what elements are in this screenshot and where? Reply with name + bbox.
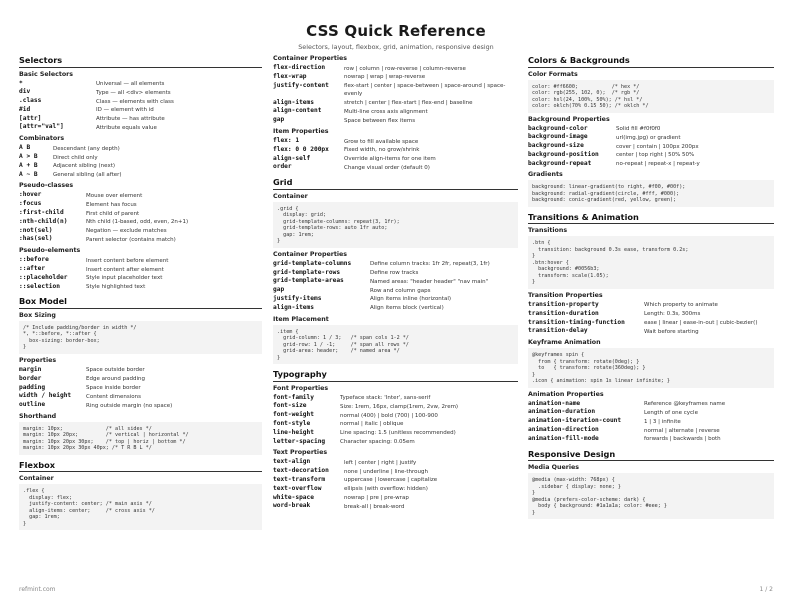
subsection-title: Container — [273, 192, 308, 200]
reference-row — [19, 171, 262, 180]
reference-row — [19, 106, 262, 115]
code-block: @keyframes spin { from { transform: rotate(0deg); } to { transform: rotate(360deg); } } .icon { animation: spin 1s linear infinite; } — [528, 348, 774, 388]
code-block: @media (max-width: 768px) { .sidebar { display: none; } } @media (prefers-color-scheme: dark) { body { background: #1a1a1a; color: #eee; } } — [528, 473, 774, 519]
reference-row — [528, 142, 774, 151]
section-title: Selectors — [19, 55, 262, 68]
property-code: justify-items — [273, 294, 322, 302]
reference-row — [273, 286, 518, 295]
property-description: ease | linear | ease-in-out | cubic-bezier() — [644, 320, 758, 327]
reference-row — [273, 64, 518, 73]
reference-row — [19, 227, 262, 236]
property-code: align-items — [273, 98, 314, 106]
property-description: Nth child (1-based, odd, even, 2n+1) — [86, 219, 189, 226]
property-description: Insert content before element — [86, 257, 169, 264]
reference-table — [19, 144, 262, 179]
reference-row — [273, 494, 518, 503]
property-description: Direct child only — [53, 154, 98, 161]
property-description: Ring outside margin (no space) — [86, 402, 173, 409]
property-code: letter-spacing — [273, 437, 326, 445]
property-code: animation-name — [528, 399, 581, 407]
reference-table — [273, 137, 518, 172]
property-description: Attribute — has attribute — [96, 116, 165, 123]
reference-table — [528, 125, 774, 169]
property-code: :hover — [19, 191, 42, 199]
reference-row — [273, 277, 518, 286]
property-description: Align items inline (horizontal) — [370, 296, 451, 303]
property-code: background-size — [528, 142, 584, 150]
reference-row — [273, 485, 518, 494]
property-description: Grow to fill available space — [344, 138, 419, 145]
reference-row — [273, 116, 518, 125]
property-code: flex: 0 0 200px — [273, 145, 329, 153]
property-description: Universal — all elements — [96, 81, 165, 87]
section-title: Grid — [273, 177, 518, 190]
reference-row — [528, 133, 774, 142]
property-code: transition-duration — [528, 309, 599, 317]
property-description: Space between flex items — [344, 117, 416, 124]
property-code: animation-direction — [528, 426, 599, 434]
reference-row — [19, 256, 262, 265]
reference-row — [273, 420, 518, 429]
section-typography — [273, 369, 518, 511]
reference-row — [19, 401, 262, 410]
property-code: flex-direction — [273, 64, 326, 71]
reference-table — [528, 400, 774, 444]
reference-row — [528, 417, 774, 426]
property-description: Style highlighted text — [86, 284, 146, 291]
code-block: .item { grid-column: 1 / 3; /* span cols 1-2 */ grid-row: 1 / -1; /* span all rows */ grid-area: header; /* named area */ } — [273, 325, 518, 365]
property-code: :focus — [19, 200, 42, 208]
reference-row — [528, 426, 774, 435]
reference-table — [19, 366, 262, 410]
property-code: A ~ B — [19, 170, 38, 178]
property-description: Space outside border — [86, 367, 145, 374]
property-code: grid-template-areas — [273, 277, 344, 285]
footer-site: refmint.com — [19, 586, 56, 593]
subsection-title: Properties — [19, 356, 57, 364]
property-description: 1 | 3 | infinite — [644, 418, 681, 425]
property-code: A > B — [19, 153, 38, 161]
subsection-title: Keyframe Animation — [528, 339, 601, 347]
property-code: ::after — [19, 265, 46, 273]
property-description: center | top right | 50% 50% — [616, 152, 695, 159]
code-block: .btn { transition: background 0.3s ease, transform 0.2s; } .btn:hover { background: #0056b3; transform: scale(1.05); } — [528, 236, 774, 289]
property-description: forwards | backwards | both — [644, 436, 721, 443]
property-description: First child of parent — [86, 210, 140, 217]
property-code: word-break — [273, 502, 311, 510]
property-code: A + B — [19, 161, 38, 169]
reference-row — [273, 137, 518, 146]
reference-row — [19, 375, 262, 384]
code-block: .grid { display: grid; grid-template-columns: repeat(3, 1fr); grid-template-rows: auto 1fr auto; gap: 1rem; } — [273, 202, 518, 248]
code-block: margin: 10px; /* all sides */ margin: 10px 20px; /* vertical | horizontal */ margin: 10px 20px 30px; /* top | horiz | bottom */ margin: 10px 20px 30px 40px; /* T R B L */ — [19, 422, 262, 455]
reference-table — [273, 458, 518, 511]
reference-row — [19, 209, 262, 218]
property-description: Descendant (any depth) — [53, 145, 120, 152]
property-code: font-style — [273, 419, 311, 427]
property-code: background-color — [528, 124, 588, 132]
reference-row — [273, 467, 518, 476]
section-title: Box Model — [19, 296, 262, 309]
property-code: flex: 1 — [273, 137, 300, 145]
property-code: background-image — [528, 133, 588, 141]
reference-row — [528, 408, 774, 417]
property-code: transition-delay — [528, 327, 588, 335]
reference-table — [19, 80, 262, 133]
subsection-title: Item Placement — [273, 315, 329, 323]
property-description: none | underline | line-through — [344, 468, 428, 475]
reference-row — [273, 402, 518, 411]
subsection-title: Combinators — [19, 135, 65, 143]
property-description: Align items block (vertical) — [370, 305, 444, 312]
subsection-title: Background Properties — [528, 115, 610, 123]
section-title: Transitions & Animation — [528, 212, 774, 225]
property-code: border — [19, 374, 42, 382]
reference-row — [19, 366, 262, 375]
reference-row — [273, 394, 518, 403]
reference-table — [273, 394, 518, 447]
property-code: font-weight — [273, 411, 314, 419]
property-description: ID — element with id — [96, 107, 154, 114]
subsection-title: Transitions — [528, 227, 568, 235]
property-code: grid-template-rows — [273, 268, 341, 276]
subsection-title: Basic Selectors — [19, 70, 74, 78]
property-code: background-position — [528, 150, 599, 158]
property-description: Multi-line cross axis alignment — [344, 108, 428, 115]
property-description: Length of one cycle — [644, 409, 698, 416]
property-code: ::placeholder — [19, 273, 68, 281]
property-description: Style input placeholder text — [86, 275, 163, 282]
property-code: :not(sel) — [19, 226, 53, 234]
reference-row — [273, 438, 518, 447]
property-code: ::before — [19, 256, 49, 264]
property-code: font-size — [273, 402, 307, 410]
section-grid — [273, 177, 518, 364]
property-code: padding — [19, 383, 46, 391]
property-code: grid-template-columns — [273, 259, 352, 267]
section-title: Responsive Design — [528, 449, 774, 462]
page-subtitle: Selectors, layout, flexbox, grid, animation, responsive design — [298, 43, 494, 51]
property-description: url(img.jpg) or gradient — [616, 134, 681, 141]
property-code: :nth-child(n) — [19, 217, 68, 225]
code-block: .flex { display: flex; justify-content: center; /* main axis */ align-items: center; /* cross axis */ gap: 1rem; } — [19, 484, 262, 530]
property-code: align-self — [273, 154, 311, 162]
section-flex-continued — [273, 55, 518, 172]
reference-row — [19, 144, 262, 153]
property-code: div — [19, 88, 31, 96]
reference-table — [528, 301, 774, 336]
property-code: text-decoration — [273, 467, 329, 475]
reference-row — [273, 304, 518, 313]
property-code: align-content — [273, 107, 322, 115]
property-description: Typeface stack: 'Inter', sans-serif — [340, 395, 431, 402]
property-code: animation-duration — [528, 408, 596, 416]
property-description: Content dimensions — [86, 393, 141, 400]
property-description: nowrap | pre | pre-wrap — [344, 495, 409, 502]
property-description: no-repeat | repeat-x | repeat-y — [616, 161, 700, 168]
reference-row — [528, 327, 774, 336]
reference-row — [19, 235, 262, 244]
property-code: order — [273, 163, 292, 171]
property-description: left | center | right | justify — [344, 459, 417, 466]
property-code: .class — [19, 97, 42, 105]
property-code: [attr="val"] — [19, 123, 64, 131]
subsection-title: Media Queries — [528, 464, 580, 472]
code-block: color: #ff6600; /* hex */ color: rgb(255, 102, 0); /* rgb */ color: hsl(24, 100%, 50%); /* hsl */ color: oklch(70% 0.15 50); /* oklch */ — [528, 80, 774, 113]
property-code: white-space — [273, 493, 314, 501]
property-code: gap — [273, 116, 285, 124]
subsection-title: Container — [19, 475, 54, 483]
subsection-title: Text Properties — [273, 449, 328, 457]
subsection-title: Font Properties — [273, 384, 329, 392]
reference-table — [19, 256, 262, 291]
property-description: Edge around padding — [86, 376, 146, 383]
reference-row — [273, 146, 518, 155]
property-description: Class — elements with class — [96, 98, 174, 105]
property-description: Length: 0.3s, 300ms — [644, 311, 701, 318]
reference-table — [19, 191, 262, 244]
property-description: Element has focus — [86, 201, 137, 208]
reference-row — [273, 476, 518, 485]
property-description: Adjacent sibling (next) — [53, 163, 115, 170]
reference-row — [528, 160, 774, 169]
property-code: transition-timing-function — [528, 318, 625, 326]
property-description: nowrap | wrap | wrap-reverse — [344, 74, 426, 81]
property-description: Type — all <div> elements — [96, 89, 171, 96]
property-code: #id — [19, 105, 31, 113]
reference-row — [273, 155, 518, 164]
subsection-title: Container Properties — [273, 55, 348, 62]
property-code: align-items — [273, 303, 314, 311]
code-block: /* Include padding/border in width */ *, *::before, *::after { box-sizing: border-box; } — [19, 321, 262, 354]
reference-row — [19, 115, 262, 124]
property-description: stretch | center | flex-start | flex-end | baseline — [344, 100, 473, 107]
section-title: Flexbox — [19, 460, 262, 473]
reference-row — [273, 429, 518, 438]
reference-row — [273, 73, 518, 82]
footer-page-number: 1 / 2 — [759, 586, 773, 593]
reference-row — [19, 88, 262, 97]
property-description: Mouse over element — [86, 192, 143, 199]
property-code: transition-property — [528, 300, 599, 308]
property-description: cover | contain | 100px 200px — [616, 143, 699, 150]
reference-row — [528, 310, 774, 319]
reference-row — [19, 191, 262, 200]
subsection-title: Container Properties — [273, 250, 348, 258]
property-code: * — [19, 79, 23, 87]
property-description: Which property to animate — [644, 302, 718, 309]
property-description: Override align-items for one item — [344, 156, 436, 163]
property-code: :has(sel) — [19, 235, 53, 243]
section-colors — [528, 55, 774, 207]
property-description: normal | alternate | reverse — [644, 427, 720, 434]
property-description: flex-start | center | space-between | space-around | space-evenly — [344, 83, 506, 98]
property-description: Negation — exclude matches — [86, 228, 167, 235]
reference-row — [273, 82, 518, 99]
reference-row — [19, 162, 262, 171]
reference-row — [273, 295, 518, 304]
property-code: animation-iteration-count — [528, 417, 622, 425]
property-description: Space inside border — [86, 385, 141, 392]
property-description: Define column tracks: 1fr 2fr, repeat(3, 1fr) — [370, 261, 490, 268]
reference-row — [528, 125, 774, 134]
subsection-title: Box Sizing — [19, 311, 56, 319]
subsection-title: Animation Properties — [528, 390, 604, 398]
property-code: [attr] — [19, 114, 42, 122]
section-title: Typography — [273, 369, 518, 382]
page-title: CSS Quick Reference — [306, 22, 486, 40]
property-code: text-overflow — [273, 484, 322, 492]
subsection-title: Transition Properties — [528, 291, 603, 299]
property-description: Character spacing: 0.05em — [340, 439, 415, 446]
property-description: Define row tracks — [370, 270, 419, 277]
property-code: ::selection — [19, 282, 60, 290]
reference-row — [19, 200, 262, 209]
reference-row — [273, 260, 518, 269]
property-description: Solid fill #f0f0f0 — [616, 126, 661, 132]
reference-row — [19, 265, 262, 274]
reference-row — [528, 151, 774, 160]
property-code: A B — [19, 144, 31, 152]
property-code: text-align — [273, 458, 311, 466]
property-code: animation-fill-mode — [528, 434, 599, 442]
property-description: Attribute equals value — [96, 124, 157, 131]
property-description: uppercase | lowercase | capitalize — [344, 477, 438, 484]
property-code: width / height — [19, 392, 72, 400]
subsection-title: Item Properties — [273, 128, 329, 136]
reference-row — [19, 153, 262, 162]
property-description: row | column | row-reverse | column-reverse — [344, 65, 466, 72]
section-selectors — [19, 55, 262, 291]
property-description: normal | italic | oblique — [340, 421, 404, 428]
reference-row — [19, 80, 262, 89]
property-code: font-family — [273, 393, 314, 401]
property-description: Row and column gaps — [370, 287, 431, 294]
section-transitions — [528, 212, 774, 444]
reference-row — [273, 107, 518, 116]
reference-table — [273, 64, 518, 125]
reference-row — [19, 274, 262, 283]
property-code: text-transform — [273, 475, 326, 483]
code-block: background: linear-gradient(to right, #f00, #00f); background: radial-gradient(circle, #fff, #000); background: conic-gradient(red, yellow, green); — [528, 180, 774, 207]
column-2 — [273, 55, 518, 511]
column-1 — [19, 55, 262, 531]
subsection-title: Color Formats — [528, 70, 578, 78]
property-code: line-height — [273, 428, 314, 436]
reference-row — [273, 411, 518, 420]
reference-row — [19, 97, 262, 106]
property-description: General sibling (all after) — [53, 172, 122, 179]
reference-row — [273, 163, 518, 172]
reference-row — [19, 384, 262, 393]
property-code: gap — [273, 286, 285, 294]
property-code: flex-wrap — [273, 72, 307, 80]
reference-table — [273, 260, 518, 313]
section-flexbox — [19, 460, 262, 531]
property-code: :first-child — [19, 209, 64, 217]
property-description: ellipsis (with overflow: hidden) — [344, 486, 428, 493]
property-description: Fixed width, no grow/shrink — [344, 147, 420, 154]
reference-row — [528, 435, 774, 444]
section-title: Colors & Backgrounds — [528, 55, 774, 68]
subsection-title: Shorthand — [19, 412, 57, 420]
reference-row — [19, 123, 262, 132]
property-description: Line spacing: 1.5 (unitless recommended) — [340, 430, 456, 437]
column-3 — [528, 55, 774, 520]
page-header — [0, 22, 792, 51]
property-description: Reference @keyframes name — [644, 401, 726, 408]
reference-row — [273, 458, 518, 467]
reference-row — [273, 502, 518, 511]
property-code: justify-content — [273, 81, 329, 89]
property-description: Wait before starting — [644, 328, 699, 335]
property-description: Size: 1rem, 16px, clamp(1rem, 2vw, 2rem) — [340, 403, 459, 410]
section-responsive — [528, 449, 774, 520]
property-description: break-all | break-word — [344, 503, 405, 510]
reference-row — [528, 301, 774, 310]
property-description: Named areas: "header header" "nav main" — [370, 278, 489, 285]
property-description: Change visual order (default 0) — [344, 164, 430, 171]
property-code: margin — [19, 365, 42, 373]
property-description: Insert content after element — [86, 266, 164, 273]
reference-row — [19, 392, 262, 401]
subsection-title: Pseudo-classes — [19, 182, 74, 190]
subsection-title: Pseudo-elements — [19, 247, 81, 255]
reference-row — [19, 283, 262, 292]
subsection-title: Gradients — [528, 171, 563, 179]
property-description: Parent selector (contains match) — [86, 236, 176, 243]
property-description: normal (400) | bold (700) | 100-900 — [340, 412, 438, 419]
property-code: background-repeat — [528, 159, 592, 167]
section-box-model — [19, 296, 262, 454]
reference-row — [19, 218, 262, 227]
property-code: outline — [19, 401, 46, 409]
